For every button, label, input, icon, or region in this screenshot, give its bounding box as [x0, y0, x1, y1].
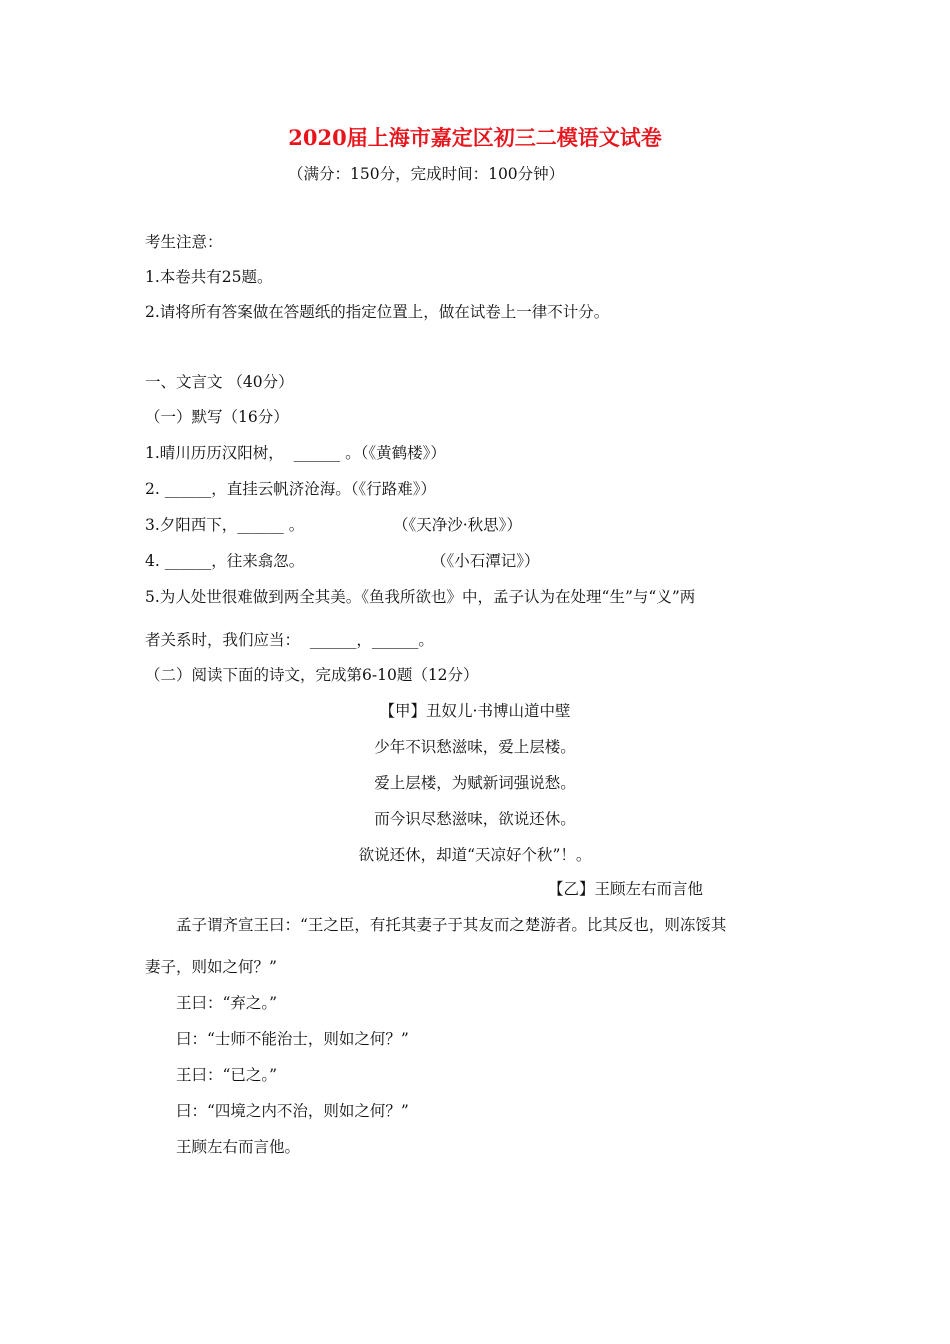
prose-line: 孟子谓齐宣王曰：“王之臣，有托其妻子于其友而之楚游者。比其反也，则冻馁其	[176, 916, 727, 934]
question-3: 3.夕阳西下，______ 。	[145, 516, 305, 534]
notice-item: 1.本卷共有25题。	[145, 268, 273, 286]
notice-item: 2.请将所有答案做在答题纸的指定位置上，做在试卷上一律不计分。	[145, 303, 610, 321]
question-1: 1.晴川历历汉阳树， ______ 。（《黄鹤楼》）	[145, 444, 446, 462]
question-4-source: （《小石潭记》）	[431, 552, 540, 570]
notice-heading: 考生注意：	[145, 233, 223, 251]
prose-line: 王曰：“已之。”	[176, 1066, 278, 1084]
question-4: 4. ______，往来翕忽。	[145, 552, 305, 570]
question-5: 5.为人处世很难做到两全其美。《鱼我所欲也》中，孟子认为在处理“生”与“义”两	[145, 588, 696, 606]
prose-line: 曰：“士师不能治士，则如之何？”	[176, 1030, 409, 1048]
question-2: 2. ______，直挂云帆济沧海。（《行路难》）	[145, 480, 436, 498]
part-heading: （二）阅读下面的诗文，完成第6-10题（12分）	[145, 666, 479, 684]
poem-line: 而今识尽愁滋味，欲说还休。	[374, 810, 576, 828]
poem-line: 少年不识愁滋味，爱上层楼。	[374, 738, 576, 756]
poem-line: 欲说还休，却道“天凉好个秋”！。	[358, 846, 592, 864]
prose-title: 【乙】王顾左右而言他	[548, 880, 704, 898]
prose-line: 王顾左右而言他。	[176, 1138, 301, 1156]
prose-line: 曰：“四境之内不治，则如之何？”	[176, 1102, 409, 1120]
question-3-source: （《天净沙·秋思》）	[393, 516, 522, 534]
prose-line: 王曰：“弃之。”	[176, 994, 278, 1012]
exam-title: 2020届上海市嘉定区初三二模语文试卷	[288, 125, 662, 150]
section-heading: 一、文言文 （40分）	[145, 373, 294, 391]
prose-line: 妻子，则如之何？”	[145, 958, 277, 976]
part-heading: （一）默写（16分）	[145, 408, 289, 426]
exam-subtitle: （满分：150分，完成时间：100分钟）	[288, 165, 565, 183]
question-5-answer: 者关系时，我们应当： ______，______。	[145, 631, 434, 649]
poem-line: 爱上层楼，为赋新词强说愁。	[374, 774, 576, 792]
poem-title: 【甲】丑奴儿·书博山道中壁	[379, 702, 571, 720]
